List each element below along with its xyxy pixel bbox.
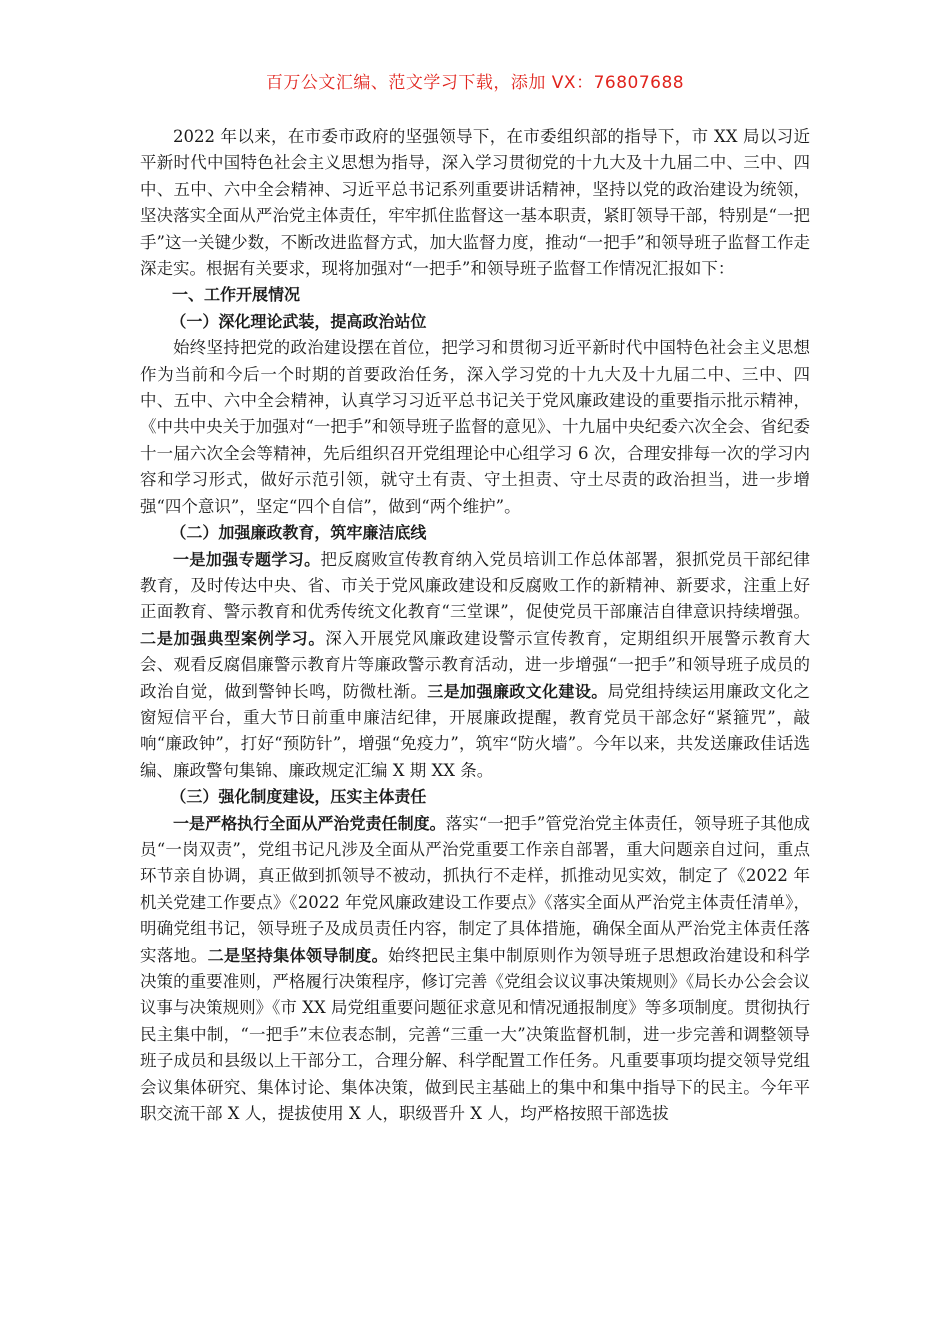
bold-lead: 一是严格执行全面从严治党责任制度。 <box>173 813 446 833</box>
bold-lead: 二是坚持集体领导制度。 <box>207 945 388 965</box>
paragraph <box>140 547 810 785</box>
bold-lead: 二是加强典型案例学习。 <box>140 628 326 648</box>
subsection-heading: （三）强化制度建设，压实主体责任 <box>170 787 427 807</box>
intro-paragraph: 2022 年以来，在市委市政府的坚强领导下，在市委组织部的指导下，市 XX 局以习近平新时代中国特色社会主义思想为指导，深入学习贯彻党的十九大及十九届二中、三中、四中、五中、六中全会精神、习近平总书记系列重要讲话精神，坚持以党的政治建设为统领，坚决落实全面从严治党主体责任，牢牢抓住监督这一基本职责，紧盯领导干部，特别是“一把手”这一关键少数，不断改进监督方式，加大监督力度，推动“一把手”和领导班子监督工作走深走实。根据有关要求，现将加强对“一把手”和领导班子监督工作情况汇报如下： <box>140 127 810 279</box>
bold-lead: 一是加强专题学习。 <box>173 549 321 569</box>
paragraph-text: 局党组持续运用廉政文化之窗短信平台，重大节日前重申廉洁纪律，开展廉政提醒，教育党员干部念好“紧箍咒”，敲响“廉政钟”，打好“预防针”，增强“免疫力”，筑牢“防火墙”。今年以来，共发送廉政佳话选编、廉政警句集锦、廉政规定汇编 X 期 XX 条。 <box>140 681 810 780</box>
document-body <box>140 124 810 1127</box>
bold-lead: 三是加强廉政文化建设。 <box>427 681 608 701</box>
paragraph <box>140 811 810 1128</box>
subsection-heading: （一）深化理论武装，提高政治站位 <box>170 311 427 331</box>
paragraph-text: 落实“一把手”管党治党主体责任，领导班子其他成员“一岗双责”，党组书记凡涉及全面从严治党重要工作亲自部署，重大问题亲自过问，重点环节亲自协调，真正做到抓领导不被动，抓执行不走样，抓推动见实效，制定了《2022 年机关党建工作要点》《2022 年党风廉政建设工作要点》《落实全面从严治党主体责任清单》，明确党组书记，领导班子及成员责任内容，制定了具体措施，确保全面从严治党主体责任落实落地。 <box>140 813 810 965</box>
paragraph-text: 深入开展党风廉政建设警示宣传教育，定期组织开展警示教育大会、观看反腐倡廉警示教育片等廉政警示教育活动，进一步增强“一把手”和领导班子成员的政治自觉，做到警钟长鸣，防微杜渐。 <box>140 628 810 701</box>
section-heading: 一、工作开展情况 <box>172 285 301 305</box>
paragraph-text: 把反腐败宣传教育纳入党员培训工作总体部署，狠抓党员干部纪律教育，及时传达中央、省、市关于党风廉政建设和反腐败工作的新精神、新要求，注重上好正面教育、警示教育和优秀传统文化教育“三堂课”，促使党员干部廉洁自律意识持续增强。 <box>140 549 810 622</box>
paragraph-text: 始终把民主集中制原则作为领导班子思想政治建设和科学决策的重要准则，严格履行决策程序，修订完善《党组会议议事决策规则》《局长办公会会议议事与决策规则》《市 XX 局党组重要问题征求意见和情况通报制度》等多项制度。贯彻执行民主集中制，“一把手”末位表态制，完善“三重一大”决策监督机制，进一步完善和调整领导班子成员和县级以上干部分工，合理分解、科学配置工作任务。凡重要事项均提交领导党组会议集体研究、集体讨论、集体决策，做到民主基础上的集中和集中指导下的民主。今年平职交流干部 X 人，提拔使用 X 人，职级晋升 X 人，均严格按照干部选拔 <box>140 945 810 1124</box>
subsection-heading: （二）加强廉政教育，筑牢廉洁底线 <box>170 523 427 543</box>
watermark-banner: 百万公文汇编、范文学习下载，添加 VX：76807688 <box>265 73 685 93</box>
paragraph: 始终坚持把党的政治建设摆在首位，把学习和贯彻习近平新时代中国特色社会主义思想作为当前和今后一个时期的首要政治任务，深入学习党的十九大及十九届二中、三中、四中、五中、六中全会精神，认真学习习近平总书记关于党风廉政建设的重要指示批示精神，《中共中央关于加强对“一把手”和领导班子监督的意见》、十九届中央纪委六次全会、省纪委十一届六次全会等精神，先后组织召开党组理论中心组学习 6 次，合理安排每一次的学习内容和学习形式，做好示范引领，就守土有责、守土担责、守土尽责的政治担当，进一步增强“四个意识”，坚定“四个自信”，做到“两个维护”。 <box>140 338 810 516</box>
